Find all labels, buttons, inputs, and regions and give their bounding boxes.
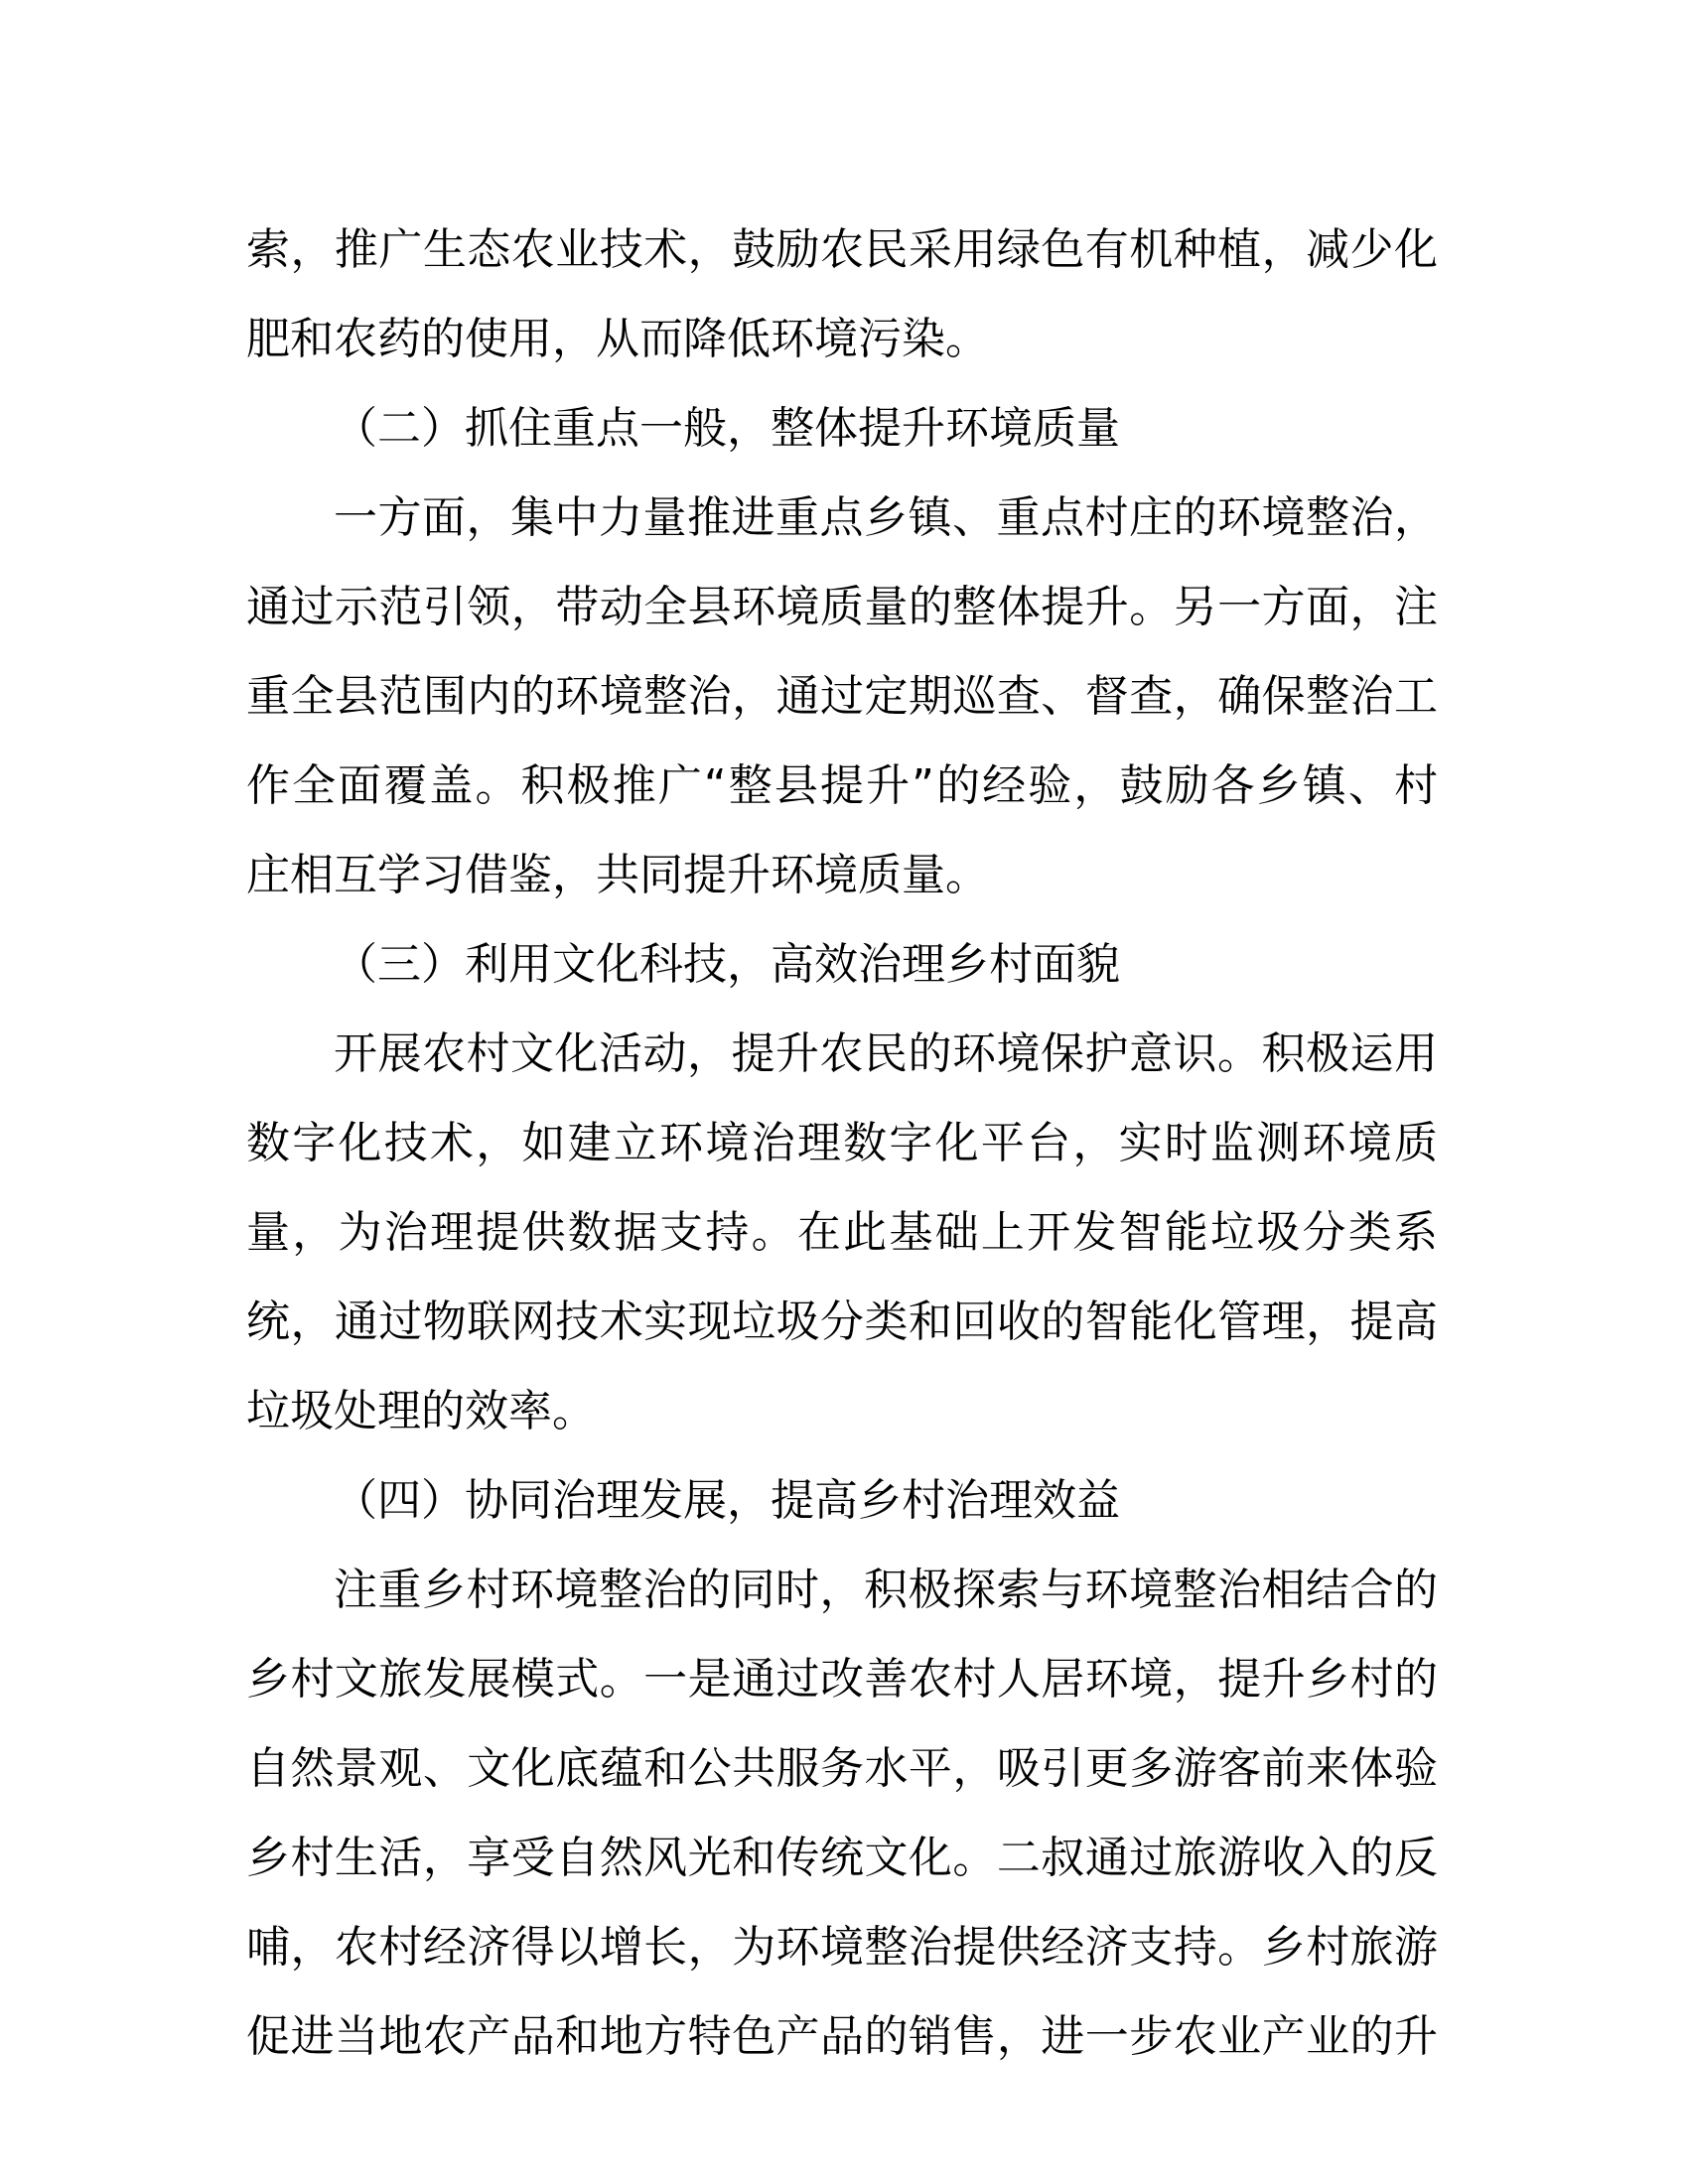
paragraph-line: 垃圾处理的效率。 bbox=[246, 1386, 596, 1436]
paragraph-line: 乡村生活，享受自然风光和传统文化。二叔通过旅游收入的反 bbox=[246, 1833, 1438, 1883]
paragraph-line: 重全县范围内的环境整治，通过定期巡查、督查，确保整治工 bbox=[246, 671, 1438, 722]
paragraph-line: 通过示范引领，带动全县环境质量的整体提升。另一方面，注 bbox=[246, 582, 1438, 632]
body-text bbox=[246, 205, 1438, 2082]
paragraph-line: 作全面覆盖。积极推广“整县提升”的经验，鼓励各乡镇、村 bbox=[246, 760, 1438, 811]
section-heading: （二）抓住重点一般，整体提升环境质量 bbox=[334, 403, 1120, 454]
paragraph-line: 庄相互学习借鉴，共同提升环境质量。 bbox=[246, 850, 989, 900]
paragraph-line: 注重乡村环境整治的同时，积极探索与环境整治相结合的 bbox=[334, 1565, 1438, 1615]
paragraph-line: 自然景观、文化底蕴和公共服务水平，吸引更多游客前来体验 bbox=[246, 1743, 1438, 1794]
paragraph-line: 数字化技术，如建立环境治理数字化平台，实时监测环境质 bbox=[246, 1118, 1438, 1168]
section-heading: （四）协同治理发展，提高乡村治理效益 bbox=[334, 1475, 1120, 1526]
paragraph-line: 索，推广生态农业技术，鼓励农民采用绿色有机种植，减少化 bbox=[246, 224, 1438, 275]
paragraph-line: 开展农村文化活动，提升农民的环境保护意识。积极运用 bbox=[334, 1028, 1438, 1079]
paragraph-line: 一方面，集中力量推进重点乡镇、重点村庄的环境整治， bbox=[334, 492, 1438, 543]
paragraph-line: 乡村文旅发展模式。一是通过改善农村人居环境，提升乡村的 bbox=[246, 1654, 1438, 1705]
paragraph-line: 统，通过物联网技术实现垃圾分类和回收的智能化管理，提高 bbox=[246, 1297, 1438, 1347]
paragraph-line: 量，为治理提供数据支持。在此基础上开发智能垃圾分类系 bbox=[246, 1207, 1438, 1258]
paragraph-line: 促进当地农产品和地方特色产品的销售，进一步农业产业的升 bbox=[246, 2011, 1438, 2062]
paragraph-line: 肥和农药的使用，从而降低环境污染。 bbox=[246, 314, 989, 364]
paragraph-line: 哺，农村经济得以增长，为环境整治提供经济支持。乡村旅游 bbox=[246, 1922, 1438, 1973]
section-heading: （三）利用文化科技，高效治理乡村面貌 bbox=[334, 939, 1120, 990]
